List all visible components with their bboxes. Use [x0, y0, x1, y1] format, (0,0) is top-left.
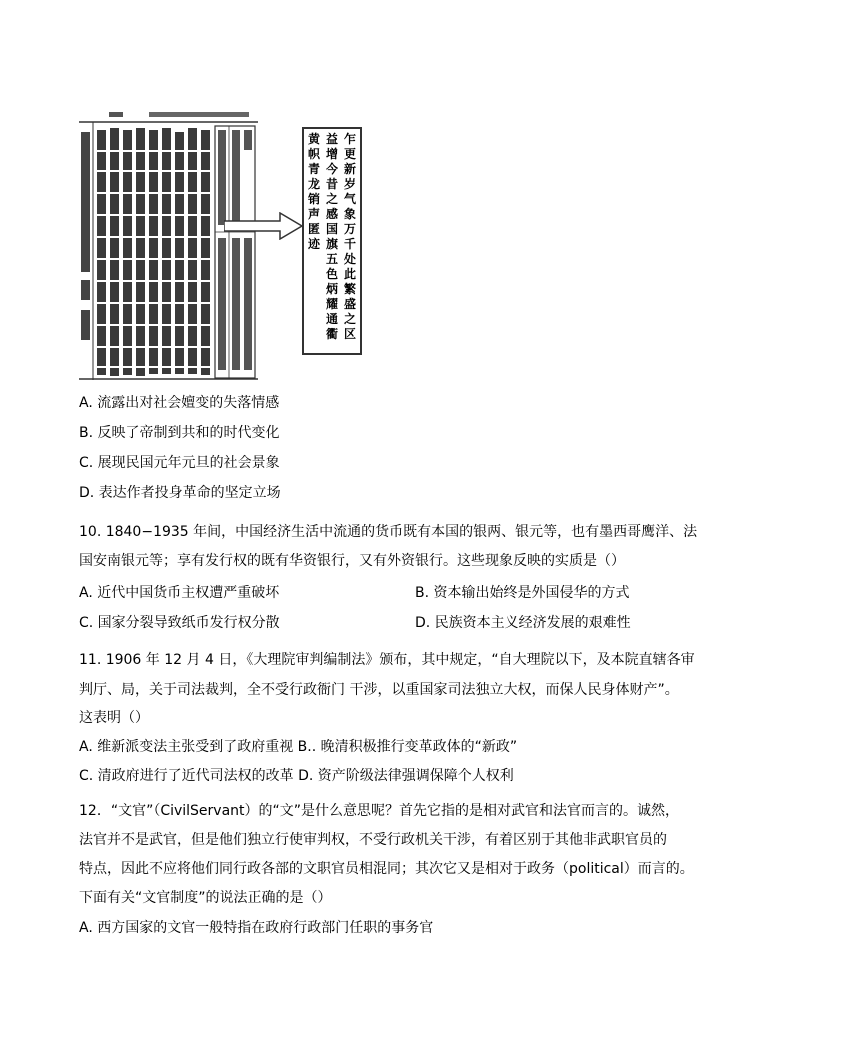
q10-option-c: C. 国家分裂导致纸币发行权分散: [79, 615, 280, 631]
q10-stem-line-1: 10. 1840−1935 年间，中国经济生活中流通的货币既有本国的银两、银元等，也有墨西哥鹰洋、法: [79, 524, 698, 540]
q11-options-ab: A. 维新派变法主张受到了政府重视 B.. 晚清积极推行变革政体的“新政”: [79, 739, 518, 755]
callout-column-1: 乍更新岁气象万千处此繁盛之区: [343, 132, 356, 341]
q10-option-b: B. 资本输出始终是外国侵华的方式: [415, 585, 630, 601]
q12-stem-line-1: 12．“文官”（CivilServant）的“文”是什么意思呢？首先它指的是相对武官和法官而言的。诚然，: [79, 803, 680, 819]
q12-stem-line-3: 特点，因此不应将他们同行政各部的文职官员相混同；其次它又是相对于政务（political）而言的。: [79, 861, 694, 877]
q11-options-cd: C. 清政府进行了近代司法权的改革 D. 资产阶级法律强调保障个人权利: [79, 768, 514, 784]
q10-option-d: D. 民族资本主义经济发展的艰难性: [415, 615, 631, 631]
q10-option-a: A. 近代中国货币主权遭严重破坏: [79, 585, 280, 601]
newspaper-scan-image: [79, 110, 258, 380]
q11-stem-line-2: 判厅、局，关于司法裁判，全不受行政衙门 干涉，以重国家司法独立大权，而保人民身体财产”。: [79, 682, 679, 698]
q12-stem-line-4: 下面有关“文官制度”的说法正确的是（）: [79, 890, 332, 906]
callout-column-3: 黄帜青龙销声匿迹: [307, 132, 320, 251]
q12-stem-line-2: 法官并不是武官，但是他们独立行使审判权，不受行政机关干涉，有着区别于其他非武职官员的: [79, 832, 667, 848]
q12-option-a: A. 西方国家的文官一般特指在政府行政部门任职的事务官: [79, 920, 434, 936]
q9-option-c: C. 展现民国元年元旦的社会景象: [79, 455, 280, 471]
q11-stem-line-3: 这表明（）: [79, 710, 149, 726]
q9-option-d: D. 表达作者投身革命的坚定立场: [79, 485, 281, 501]
pointer-arrow: [224, 212, 304, 240]
q9-option-a: A. 流露出对社会嬗变的失落情感: [79, 395, 280, 411]
q11-stem-line-1: 11. 1906 年 12 月 4 日，《大理院审判编制法》颁布，其中规定，“自大理院以下，及本院直辖各审: [79, 652, 695, 668]
q10-stem-line-2: 国安南银元等；享有发行权的既有华资银行，又有外资银行。这些现象反映的实质是（）: [79, 553, 625, 569]
callout-column-2: 益增今昔之感国旗五色炳耀通衢: [325, 132, 338, 341]
q9-option-b: B. 反映了帝制到共和的时代变化: [79, 425, 280, 441]
callout-box: [302, 127, 362, 355]
